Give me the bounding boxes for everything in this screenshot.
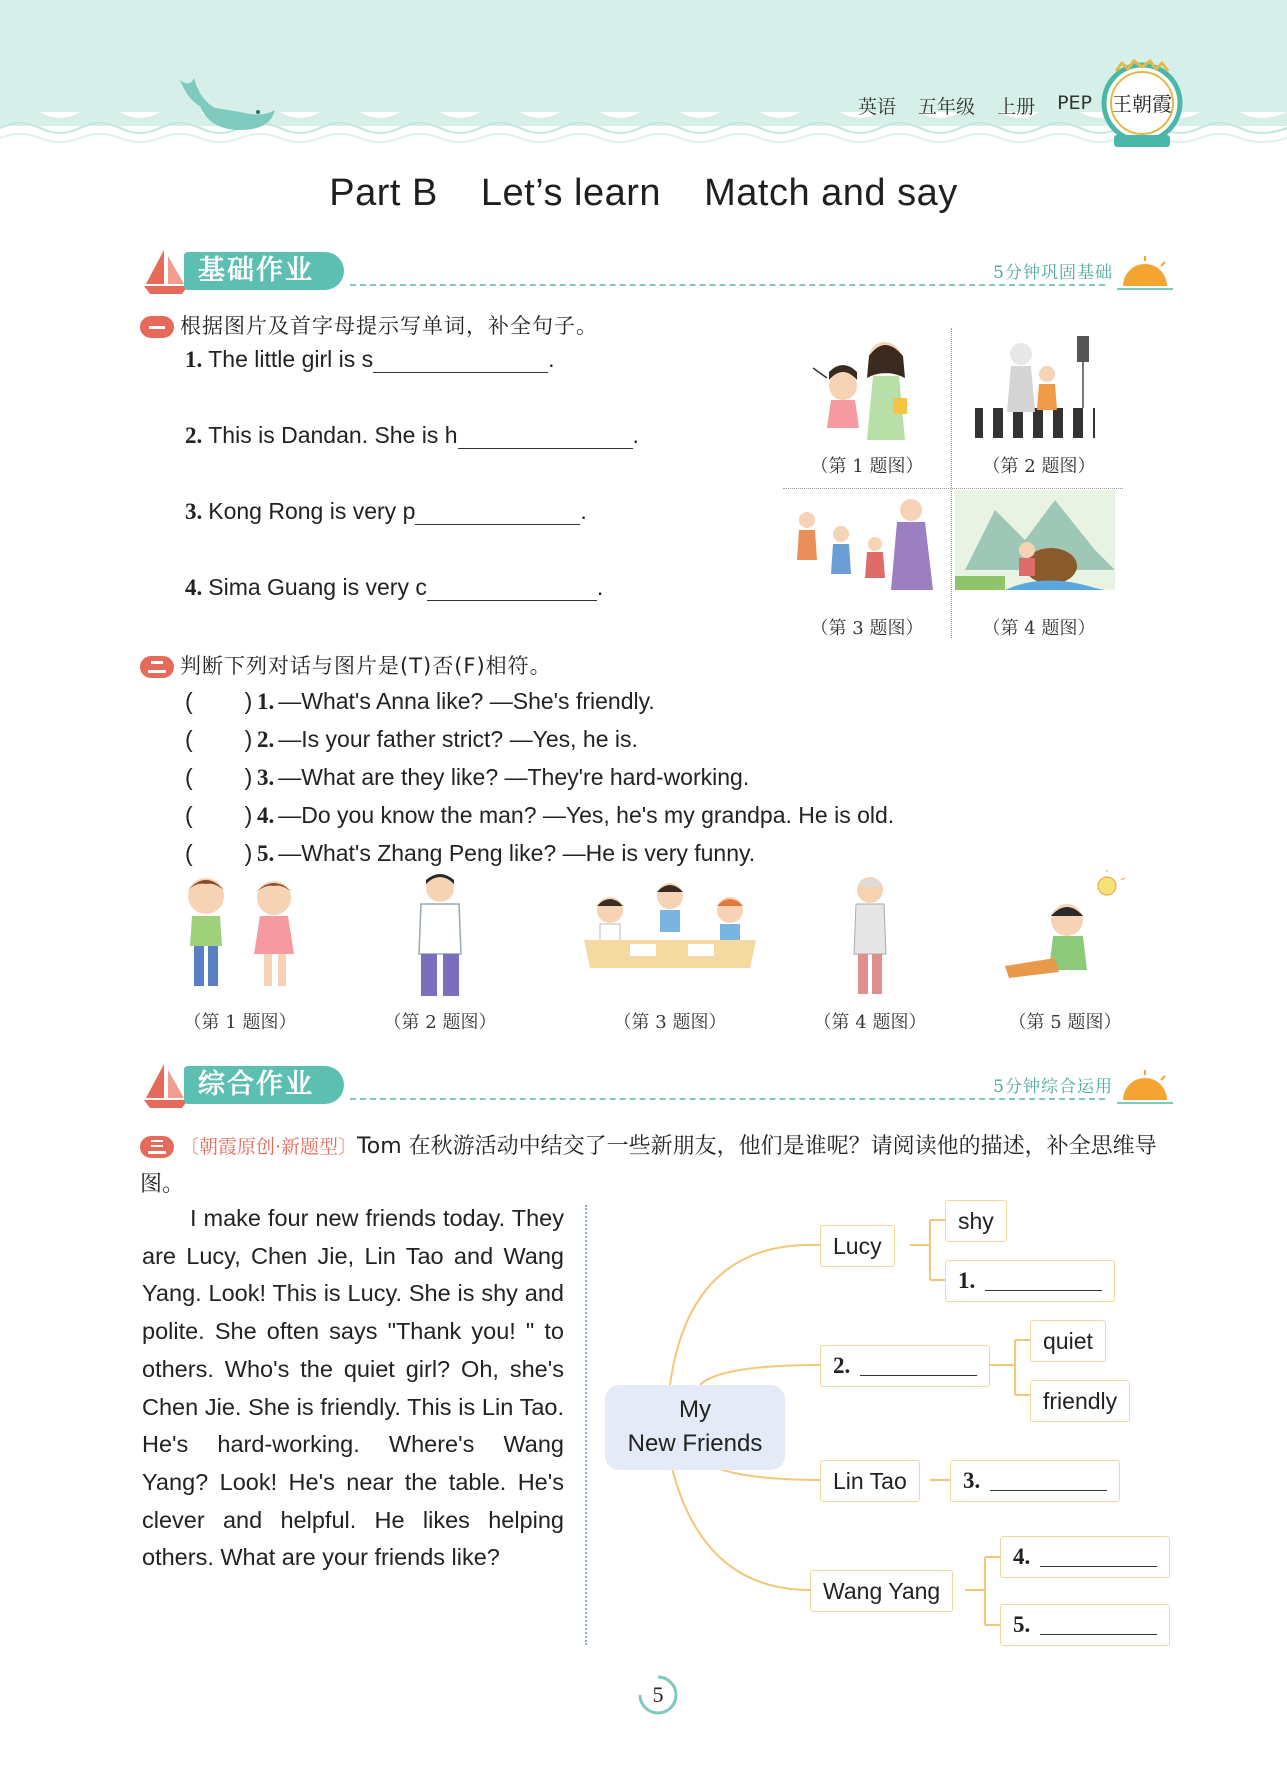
answer-blank[interactable] <box>458 425 633 449</box>
node-blank-5[interactable]: 5. <box>1000 1604 1170 1646</box>
q1-caption-3: （第 3 题图） <box>810 618 924 639</box>
q2-caption-1: （第 1 题图） <box>183 1012 297 1033</box>
answer-parens[interactable]: ( ) <box>185 802 253 828</box>
title-section: Let’s learn <box>480 172 662 214</box>
girl-and-mother-illustration <box>783 328 951 448</box>
q1-caption-2: （第 2 题图） <box>982 456 1096 477</box>
volume-label: 上册 <box>997 96 1036 118</box>
q1-picture-grid <box>783 328 1123 638</box>
node-blank-1[interactable]: 1. <box>945 1260 1115 1302</box>
brand-name: 王朝霞 <box>1112 92 1172 116</box>
q2-item-2: ( ) 2. —Is your father strict? —Yes, he is. <box>185 726 638 752</box>
grid-divider-vertical <box>951 328 952 638</box>
node-blank-4[interactable]: 4. <box>1000 1536 1170 1578</box>
answer-blank[interactable] <box>1040 1547 1157 1567</box>
q2-item-1: ( ) 1. —What's Anna like? —She's friendly. <box>185 688 655 714</box>
q2-caption-2: （第 2 题图） <box>383 1012 497 1033</box>
q2-item-5: ( ) 5. —What's Zhang Peng like? —He is very funny. <box>185 840 756 866</box>
q2-caption-3: （第 3 题图） <box>613 1012 727 1033</box>
q1-item-1: 1. The little girl is s . <box>185 346 555 372</box>
section-banner-basic <box>140 246 1175 298</box>
answer-blank[interactable] <box>373 349 548 373</box>
q2-item-4: ( ) 4. —Do you know the man? —Yes, he's my grandpa. He is old. <box>185 802 895 828</box>
section-banner-comprehensive <box>140 1060 1175 1112</box>
q2-caption-5: （第 5 题图） <box>1008 1012 1122 1033</box>
kong-rong-illustration <box>783 490 951 610</box>
q2-picture-4 <box>810 870 930 1040</box>
mind-map <box>600 1190 1190 1650</box>
boy-thinking-illustration <box>995 870 1135 1000</box>
answer-blank[interactable] <box>1040 1615 1157 1635</box>
q1-number-badge <box>140 316 174 338</box>
answer-parens[interactable]: ( ) <box>185 764 253 790</box>
node-friendly: friendly <box>1030 1380 1130 1422</box>
answer-parens[interactable]: ( ) <box>185 688 253 714</box>
q2-picture-row <box>140 870 1140 1040</box>
answer-blank[interactable] <box>415 501 580 525</box>
answer-parens[interactable]: ( ) <box>185 840 253 866</box>
page-title <box>0 172 1287 215</box>
node-blank-2[interactable]: 2. <box>820 1345 990 1387</box>
father-illustration <box>375 870 505 1000</box>
q2-picture-5 <box>995 870 1135 1040</box>
node-blank-3[interactable]: 3. <box>950 1460 1120 1502</box>
node-shy: shy <box>945 1200 1007 1242</box>
banner-right-label: 5分钟巩固基础 <box>993 263 1113 283</box>
whale-icon <box>170 70 280 140</box>
q1-item-2: 2. This is Dandan. She is h . <box>185 422 639 448</box>
q2-picture-1 <box>170 870 310 1040</box>
brand-logo <box>1100 55 1184 153</box>
answer-blank[interactable] <box>427 577 597 601</box>
banner-dashed-line <box>350 284 1105 286</box>
q1-picture-3 <box>783 490 951 640</box>
node-wang-yang: Wang Yang <box>810 1570 953 1612</box>
answer-blank[interactable] <box>860 1356 977 1376</box>
title-activity: Match and say <box>704 172 958 214</box>
q1-picture-2 <box>955 328 1123 478</box>
banner-dashed-line <box>350 1098 1105 1100</box>
sunrise-icon <box>1115 1068 1175 1108</box>
banner-label: 基础作业 <box>184 252 344 290</box>
node-quiet: quiet <box>1030 1320 1106 1362</box>
subject-label: 英语 <box>858 96 897 118</box>
q3-tag: 〔朝霞原创·新题型〕 <box>180 1136 358 1158</box>
title-part: Part B <box>329 172 438 214</box>
q3-number-badge <box>140 1136 174 1158</box>
page-number: 5 <box>652 1682 664 1707</box>
q2-caption-4: （第 4 题图） <box>813 1012 927 1033</box>
grade-label: 五年级 <box>918 96 976 118</box>
header-meta <box>858 92 1092 119</box>
banner-label: 综合作业 <box>184 1066 344 1104</box>
node-lucy: Lucy <box>820 1225 895 1267</box>
reading-passage: I make four new friends today. They are Lucy, Chen Jie, Lin Tao and Wang Yang. Look! This is Lucy. She is shy and polite. She often says "Thank you! " to others. Who's the quiet girl? Oh, she's Chen Jie. She is friendly. This is Lin Tao. He's hard-working. Where's Wang Yang? Look! He's near the table. He's clever and helpful. He likes helping others. What are your friends like? <box>142 1205 564 1571</box>
edition-label: PEP <box>1057 92 1092 114</box>
q1-caption-4: （第 4 题图） <box>982 618 1096 639</box>
q2-picture-3 <box>580 870 760 1040</box>
q1-caption-1: （第 1 题图） <box>810 456 924 477</box>
q3-instruction: Tom 在秋游活动中结交了一些新朋友，他们是谁呢？请阅读他的描述，补全思维导图。 <box>140 1134 1157 1197</box>
grid-divider-horizontal <box>783 488 1123 489</box>
grandpa-illustration <box>810 870 930 1000</box>
crosswalk-illustration <box>955 328 1123 448</box>
q1-picture-1 <box>783 328 951 478</box>
two-children-illustration <box>170 870 310 1000</box>
banner-right-label: 5分钟综合运用 <box>993 1077 1113 1097</box>
answer-parens[interactable]: ( ) <box>185 726 253 752</box>
q1-picture-4 <box>955 490 1123 640</box>
mind-map-center: My New Friends <box>605 1385 785 1470</box>
q2-item-3: ( ) 3. —What are they like? —They're hard-working. <box>185 764 750 790</box>
answer-blank[interactable] <box>985 1271 1102 1291</box>
passage-divider <box>585 1205 587 1645</box>
sunrise-icon <box>1115 254 1175 294</box>
children-at-table-illustration <box>580 870 760 1000</box>
q2-number-badge <box>140 656 174 678</box>
q1-item-3: 3. Kong Rong is very p . <box>185 498 587 524</box>
sima-guang-illustration <box>955 490 1123 610</box>
q1-heading: 根据图片及首字母提示写单词，补全句子。 <box>140 310 598 340</box>
q2-heading: 判断下列对话与图片是(T)否(F)相符。 <box>140 650 552 680</box>
node-lin-tao: Lin Tao <box>820 1460 920 1502</box>
q1-item-4: 4. Sima Guang is very c . <box>185 574 604 600</box>
answer-blank[interactable] <box>990 1471 1107 1491</box>
q2-picture-2 <box>375 870 505 1040</box>
